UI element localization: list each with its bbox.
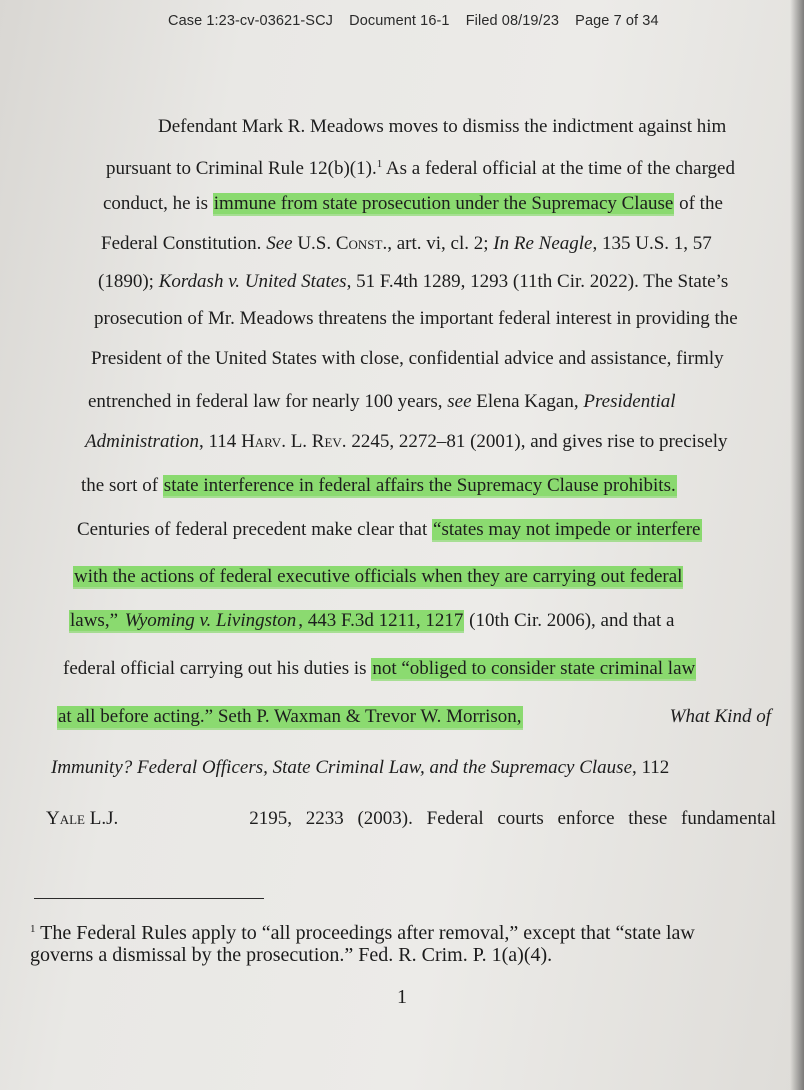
highlight: , 443 F.3d 1211, 1217 xyxy=(298,610,464,631)
text-line: President of the United States with close, confidential advice and assistance, firmly xyxy=(91,348,724,369)
text-line: laws,” Wyoming v. Livingston , 443 F.3d 1211, 1217 (10th Cir. 2006), and that a xyxy=(70,610,675,631)
highlight: immune from state prosecution under the Supremacy Clause xyxy=(213,193,674,214)
text-line: Yale L.J. 2195, 2233 (2003). Federal courts enforce these fundamental xyxy=(46,808,776,829)
highlight: “states may not impede or interfere xyxy=(433,519,701,540)
text-line: prosecution of Mr. Meadows threatens the important federal interest in providing the xyxy=(94,308,738,329)
text-line: at all before acting.” Seth P. Waxman & Trevor W. Morrison, What Kind of xyxy=(58,706,771,727)
case-citation: In Re Neagle xyxy=(493,233,593,254)
case-citation: Kordash v. United States xyxy=(158,271,347,292)
court-filing-header xyxy=(168,13,671,29)
text-line xyxy=(73,566,683,588)
page-edge-shadow xyxy=(790,0,804,1090)
text-line: conduct, he is immune from state prosecution under the Supremacy Clause of the xyxy=(103,193,723,214)
case-number: Case 1:23-cv-03621-SCJ xyxy=(168,13,333,29)
text-line: Centuries of federal precedent make clear that “states may not impede or interfere xyxy=(77,519,701,540)
text-line: Defendant Mark R. Meadows moves to dismiss the indictment against him xyxy=(158,116,727,137)
text-line: entrenched in federal law for nearly 100 years, see Elena Kagan, Presidential xyxy=(88,391,676,412)
footnote-continued: governs a dismissal by the prosecution.” Fed. R. Crim. P. 1(a)(4). xyxy=(30,944,553,966)
highlight: at all before acting.” Seth P. Waxman & Trevor W. Morrison, xyxy=(58,706,522,727)
case-citation: Wyoming v. Livingston xyxy=(124,610,297,631)
text-line: pursuant to Criminal Rule 12(b)(1).$^1$ As a federal official at the time of the charged xyxy=(106,158,735,179)
highlight: laws,” xyxy=(70,610,123,631)
footnote: $^1$ The Federal Rules apply to “all proceedings after removal,” except that “state law xyxy=(30,922,695,944)
footnote-marker: 1 xyxy=(30,923,36,935)
text-line: Administration, 114 Harv. L. Rev. 2245, 2272–81 (2001), and gives rise to precisely xyxy=(85,431,728,452)
filed-date: Filed 08/19/23 xyxy=(465,13,560,29)
highlight: state interference in federal affairs the Supremacy Clause prohibits. xyxy=(163,475,676,496)
page-indicator: Page 7 of 34 xyxy=(575,13,659,29)
document-number: Document 16-1 xyxy=(349,13,450,29)
highlight: with the actions of federal executive officials when they are carrying out federal xyxy=(74,566,683,587)
article-title: Immunity? Federal Officers, State Criminal Law, and the Supremacy Clause xyxy=(51,757,633,778)
footnote-divider xyxy=(34,898,264,899)
highlight: not “obliged to consider state criminal law xyxy=(372,658,696,679)
text-line: Federal Constitution. See U.S. Const., art. vi, cl. 2; In Re Neagle, 135 U.S. 1, 57 xyxy=(101,233,712,254)
footnote-reference[interactable]: 1 xyxy=(376,158,383,170)
text-line: (1890); Kordash v. United States, 51 F.4th 1289, 1293 (11th Cir. 2022). The State’s xyxy=(98,271,729,292)
text-line: federal official carrying out his duties is not “obliged to consider state criminal law xyxy=(63,658,696,679)
text-line: Immunity? Federal Officers, State Criminal Law, and the Supremacy Clause, 112 xyxy=(51,757,670,778)
text-line: the sort of state interference in federal affairs the Supremacy Clause prohibits. xyxy=(81,475,676,496)
page-number: 1 xyxy=(397,986,407,1008)
